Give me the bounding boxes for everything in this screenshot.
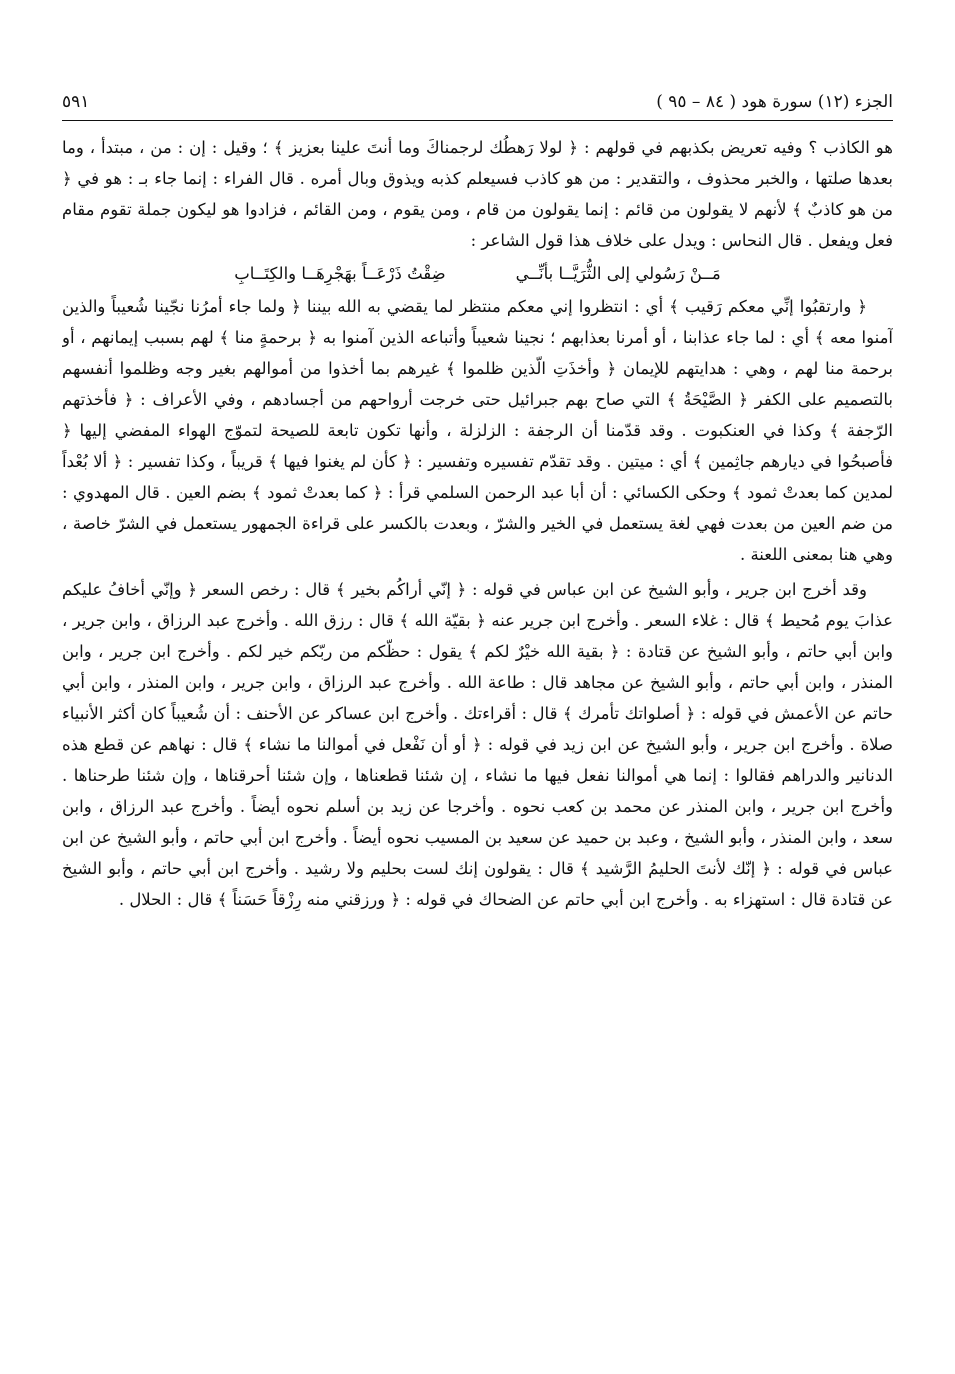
poem-hemistich-second: ضِقْتُ ذَرْعَــاً بهَجْرِهَــا والكِتَــابِ xyxy=(234,264,446,283)
page-header xyxy=(62,90,893,121)
paragraph-3: وقد أخرج ابن جرير ، وأبو الشيخ عن ابن عباس في قوله : ﴿ إنّي أراكُم بخير ﴾ قال : رخص السعر ﴿ وإنّي أخافُ عليكم عذابَ يوم مُحيط ﴾ قال : غلاء السعر . وأخرج ابن جرير عنه ﴿ بقيّة الله ﴾ قال : رزق الله . وأخرج عبد الرزاق ، وابن جرير ، وابن أبي حاتم ، وأبو الشيخ عن قتادة : ﴿ بقية الله خيْرٌ لكم ﴾ يقول : حظّكم من ربّكم خير لكم . وأخرج ابن جرير ، وابن المنذر ، وابن أبي حاتم ، وأبو الشيخ عن مجاهد قال : طاعة الله . وأخرج عبد الرزاق ، وابن جرير ، وابن المنذر ، وابن أبي حاتم عن الأعمش في قوله : ﴿ أصلواتك تأمرك ﴾ قال : أقراءتك . وأخرج ابن عساكر عن الأحنف : أن شُعيباً كان أكثر الأنبياء صلاة . وأخرج ابن جرير ، وأبو الشيخ عن ابن زيد في قوله : ﴿ أو أن نَفْعل في أموالنا ما نشاء ﴾ قال : نهاهم عن قطع هذه الدنانير والدراهم فقالوا : إنما هي أموالنا نفعل فيها ما نشاء ، إن شئنا قطعناها ، وإن شئنا أحرقناها ، وإن شئنا طرحناها . وأخرج ابن جرير ، وابن المنذر عن محمد بن كعب نحوه . وأخرجا عن زيد بن أسلم نحوه أيضاً . وأخرج عبد الرزاق ، وابن سعد ، وابن المنذر ، وأبو الشيخ ، وعبد بن حميد عن سعيد بن المسيب نحوه أيضاً . وأخرج ابن أبي حاتم ، وأبو الشيخ عن ابن عباس في قوله : ﴿ إنّك لأنتَ الحليمُ الرَّشيد ﴾ قال : يقولون إنك لست بحليم ولا رشيد . وأخرج ابن أبي حاتم ، وأبو الشيخ عن قتادة قال : استهزاء به . وأخرج ابن أبي حاتم عن الضحاك في قوله : ﴿ ورزقني منه رِزْقاً حَسَناً ﴾ قال : الحلال . xyxy=(62,580,893,909)
page-number: ٥٩١ xyxy=(62,92,90,112)
running-title: الجزء (١٢) سورة هود ( ٨٤ – ٩٥ ) xyxy=(656,92,893,112)
paragraph-2: ﴿ وارتقبُوا إنِّي معكم رَقيب ﴾ أي : انتظروا إني معكم منتظر لما يقضي به الله بيننا ﴿ ولما جاء أمرُنا نجّينا شُعيباً والذين آمنوا معه ﴾ أي : لما جاء عذابنا ، أو أمرنا بعذابهم ؛ نجينا شعيباً وأتباعه الذين آمنوا به ﴿ برحمةٍ منا ﴾ لهم بسبب إيمانهم ، أو برحمة منا لهم ، وهي : هدايتهم للإيمان ﴿ وأخذَتِ الّذين ظلموا ﴾ غيرهم بما أخذوا من أموالهم بغير وجه وظلموا أنفسهم بالتصميم على الكفر ﴿ الصَّيْحَةُ ﴾ التي صاح بهم جبرائيل حتى خرجت أرواحهم من أجسادهم ، وفي الأعراف : ﴿ فأخذتهم الرّجفة ﴾ وكذا في العنكبوت . وقد قدّمنا أن الرجفة : الزلزلة ، وأنها تكون تابعة للصيحة لتموّج الهواء المفضي إليها ﴿ فأصبحُوا في ديارهم جاثِمين ﴾ أي : ميتين . وقد تقدّم تفسيره وتفسير : ﴿ كأن لم يغنوا فيها ﴾ قريباً ، وكذا تفسير : ﴿ ألا بُعْداً لمدين كما بعدتْ ثمود ﴾ وحكى الكسائي : أن أبا عبد الرحمن السلمي قرأ : ﴿ كما بعدتْ ثمود ﴾ بضم العين . قال المهدوي : من ضم العين من بعدت فهي لغة يستعمل في الخير والشرّ ، وبعدت بالكسر على قراءة الجمهور يستعمل في الشرّ خاصة ، وهي هنا بمعنى اللعنة . xyxy=(62,297,893,564)
page-body xyxy=(62,132,893,1334)
poem-verse xyxy=(62,258,893,289)
poem-hemistich-first: مَــنْ رَسُولي إلى الثُّرَيَّــا بأنِّــي xyxy=(515,264,721,283)
paragraph-1: هو الكاذب ؟ وفيه تعريض بكذبهم في قولهم : ﴿ لولا رَهطُك لرجمناكَ وما أنتَ علينا بعزيز ﴾ ؛ وقيل : إن : من ، مبتدأ ، وما بعدها صلتها ، والخبر محذوف ، والتقدير : من هو كاذب فسيعلم كذبه ويذوق وبال أمره . قال الفراء : إنما جاء بـ : هو في ﴿ من هو كاذبٌ ﴾ لأنهم لا يقولون من قائم : إنما يقولون من قام ، ومن يقوم ، ومن القائم ، فزادوا هو ليكون جملة تقوم مقام فعل ويفعل . قال النحاس : ويدل على خلاف هذا قول الشاعر : xyxy=(62,138,893,250)
